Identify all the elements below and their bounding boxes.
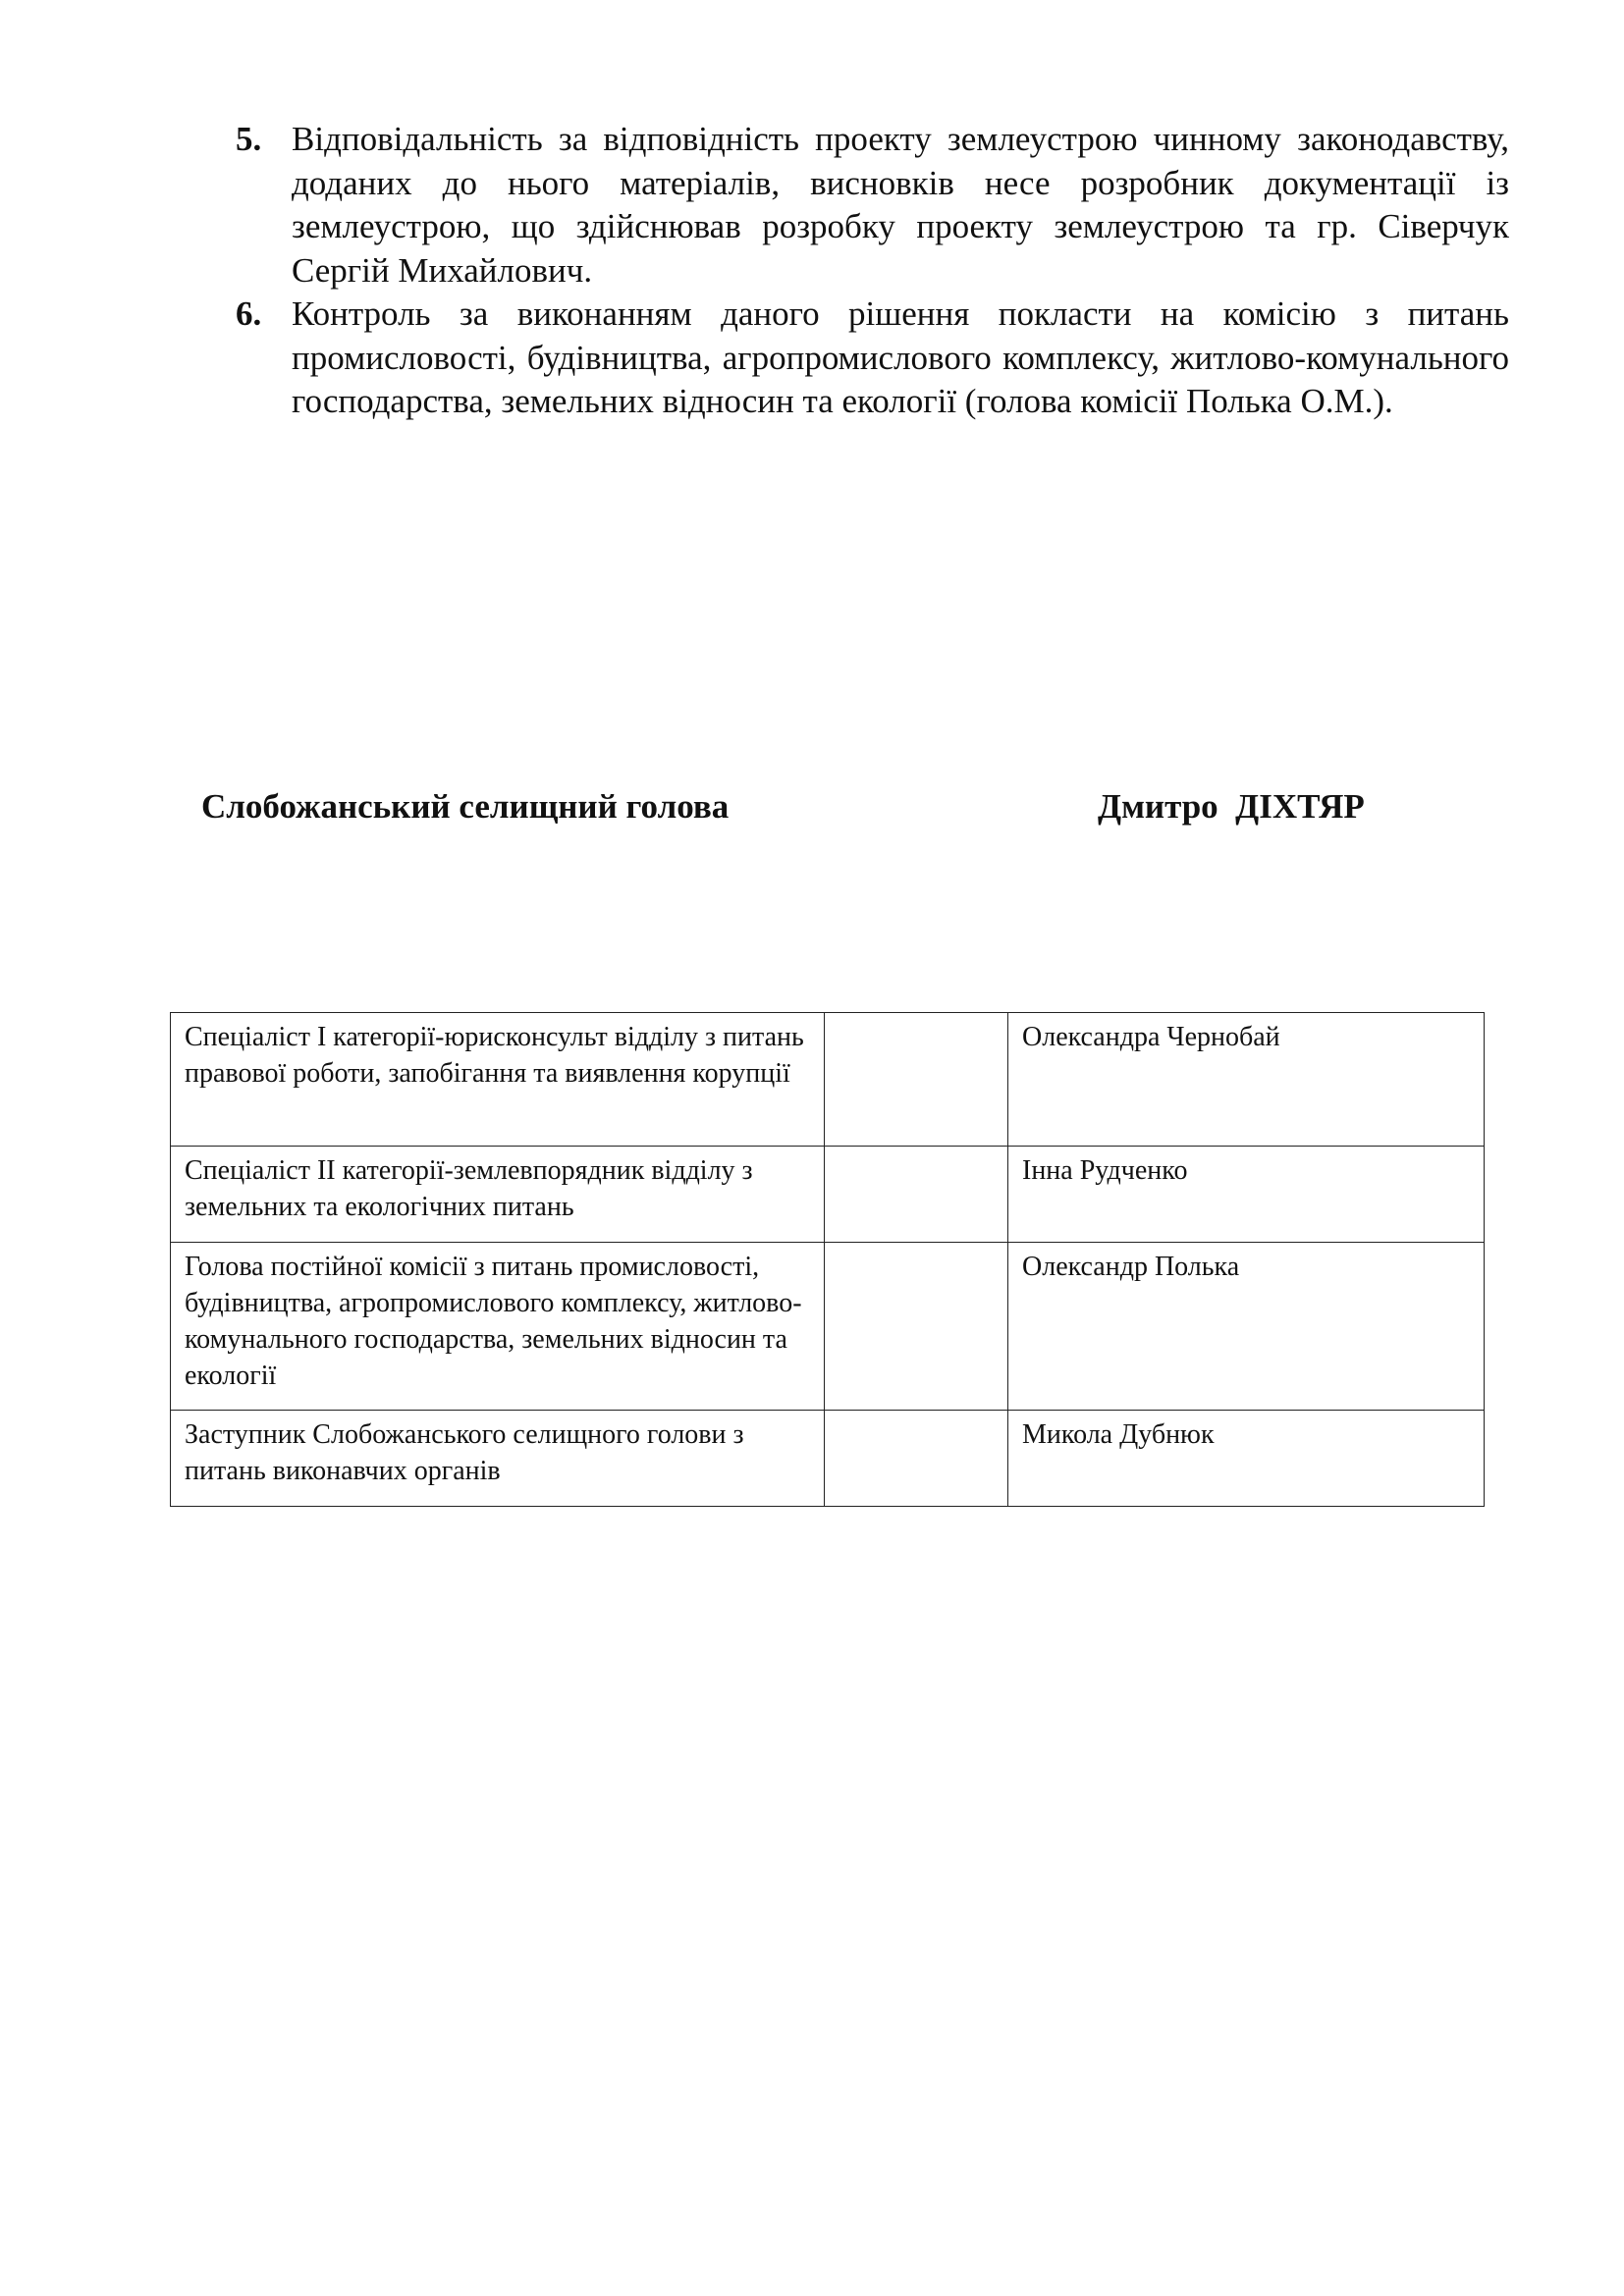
approver-position: Спеціаліст І категорії-юрисконсульт відділу з питань правової роботи, запобігання та виявлення корупції [171,1013,825,1147]
approver-name: Олександр Полька [1008,1243,1485,1411]
table-row [171,1013,1485,1147]
approval-table [170,1012,1485,1507]
clause-number: 6. [236,294,262,333]
approver-position: Спеціаліст ІІ категорії-землевпорядник відділу з земельних та екологічних питань [171,1147,825,1243]
signature-block [0,785,1624,834]
approver-signature-cell [825,1147,1008,1243]
table-row [171,1411,1485,1507]
clause-6 [236,293,1509,424]
clause-text: Відповідальність за відповідність проекту землеустрою чинному законодавству, доданих до нього матеріалів, висновків несе розробник документації із землеустрою, що здійснював розробку проекту землеустрою та гр. Сіверчук Сергій Михайлович. [292,120,1509,290]
clause-text: Контроль за виконанням даного рішення покласти на комісію з питань промисловості, будівництва, агропромислового комплексу, житлово-комунального господарства, земельних відносин та екології (голова комісії Полька О.М.). [292,294,1509,420]
approver-name: Олександра Чернобай [1008,1013,1485,1147]
signatory-name: Дмитро ДІХТЯР [1098,787,1365,826]
table-row [171,1243,1485,1411]
approver-position: Голова постійної комісії з питань промисловості, будівництва, агропромислового комплексу, житлово-комунального господарства, земельних відносин та екології [171,1243,825,1411]
approver-name: Микола Дубнюк [1008,1411,1485,1507]
table-row [171,1147,1485,1243]
approver-signature-cell [825,1013,1008,1147]
decision-clauses [236,118,1509,424]
signatory-title: Слобожанський селищний голова [201,787,730,826]
approver-signature-cell [825,1411,1008,1507]
approver-signature-cell [825,1243,1008,1411]
clause-number: 5. [236,120,262,158]
clause-5 [236,118,1509,293]
approver-name: Інна Рудченко [1008,1147,1485,1243]
approver-position: Заступник Слобожанського селищного голови з питань виконавчих органів [171,1411,825,1507]
